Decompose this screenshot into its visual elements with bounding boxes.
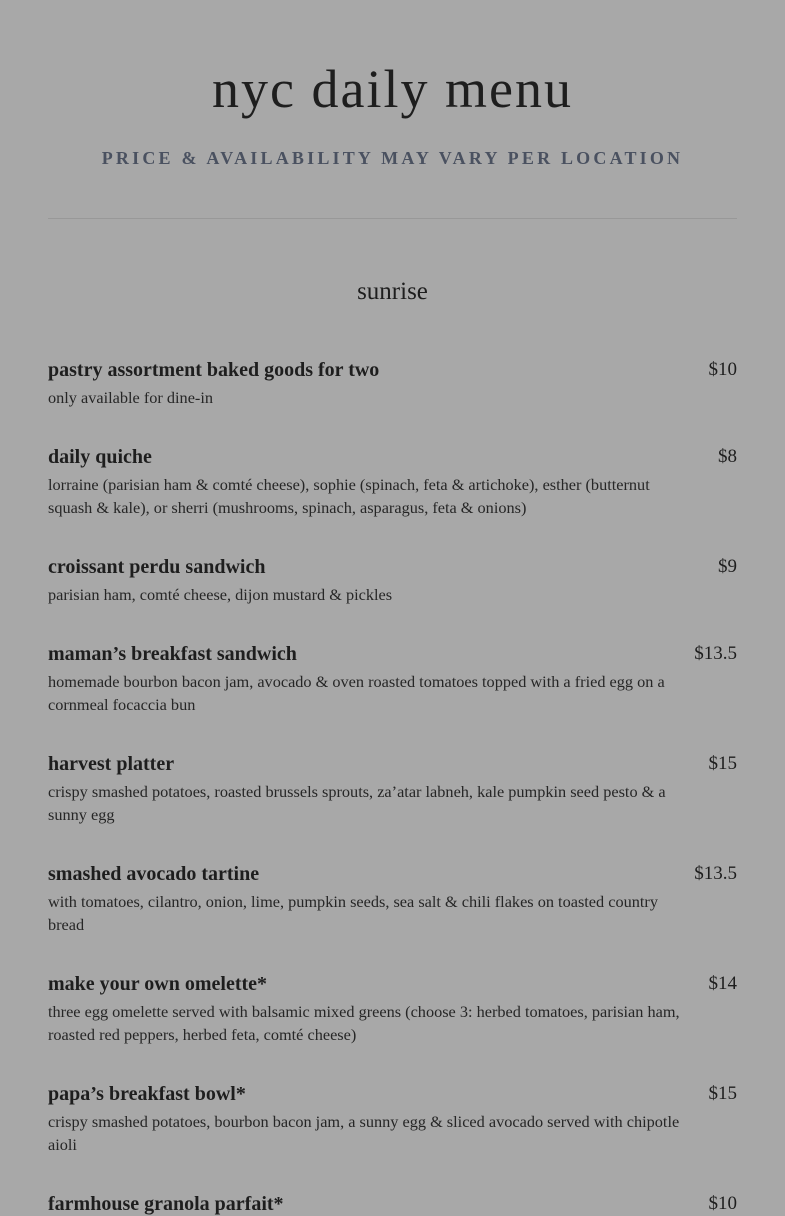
menu-item-name: farmhouse granola parfait*	[48, 1193, 284, 1215]
header-divider	[48, 218, 737, 219]
page-title: nyc daily menu	[212, 59, 573, 119]
menu-item-price: $13.5	[694, 643, 737, 664]
menu-item-price: $15	[708, 753, 737, 774]
menu-item-description: lorraine (parisian ham & comté cheese), sophie (spinach, feta & artichoke), esther (butternut squash & kale), or sherri (mushrooms, spinach, asparagus, feta & onions)	[48, 475, 650, 517]
menu-item-name: pastry assortment baked goods for two	[48, 359, 380, 381]
menu-item-description: only available for dine-in	[48, 388, 214, 407]
menu-item-name: papa’s breakfast bowl*	[48, 1083, 246, 1105]
menu-item-price: $15	[708, 1083, 737, 1104]
menu-item-price: $9	[718, 556, 737, 577]
menu-item-description: crispy smashed potatoes, roasted brussels sprouts, za’atar labneh, kale pumpkin seed pesto & a sunny egg	[48, 782, 666, 824]
menu-item-price: $10	[708, 1193, 737, 1214]
menu-item-description: crispy smashed potatoes, bourbon bacon jam, a sunny egg & sliced avocado served with chipotle aioli	[48, 1112, 680, 1154]
menu-item-description: parisian ham, comté cheese, dijon mustard & pickles	[48, 585, 393, 604]
menu-item-name: smashed avocado tartine	[48, 863, 260, 885]
menu-item-name: harvest platter	[48, 753, 175, 775]
menu-item-name: croissant perdu sandwich	[48, 556, 266, 578]
menu-item-price: $13.5	[694, 863, 737, 884]
page-subtitle: PRICE & AVAILABILITY MAY VARY PER LOCATION	[101, 148, 684, 168]
menu-item-price: $8	[718, 446, 737, 467]
menu-item-description: three egg omelette served with balsamic mixed greens (choose 3: herbed tomatoes, parisian ham, roasted red peppers, herbed feta, comté cheese)	[48, 1002, 680, 1044]
menu-item-price: $14	[708, 973, 737, 994]
menu-item-name: daily quiche	[48, 446, 152, 468]
menu-item-price: $10	[708, 359, 737, 380]
menu-item-description: with tomatoes, cilantro, onion, lime, pumpkin seeds, sea salt & chili flakes on toasted country bread	[48, 892, 658, 934]
section-title: sunrise	[357, 278, 428, 305]
menu-item-description: homemade bourbon bacon jam, avocado & oven roasted tomatoes topped with a fried egg on a cornmeal focaccia bun	[48, 672, 665, 714]
menu-item-name: make your own omelette*	[48, 973, 268, 995]
menu-item-name: maman’s breakfast sandwich	[48, 643, 297, 665]
